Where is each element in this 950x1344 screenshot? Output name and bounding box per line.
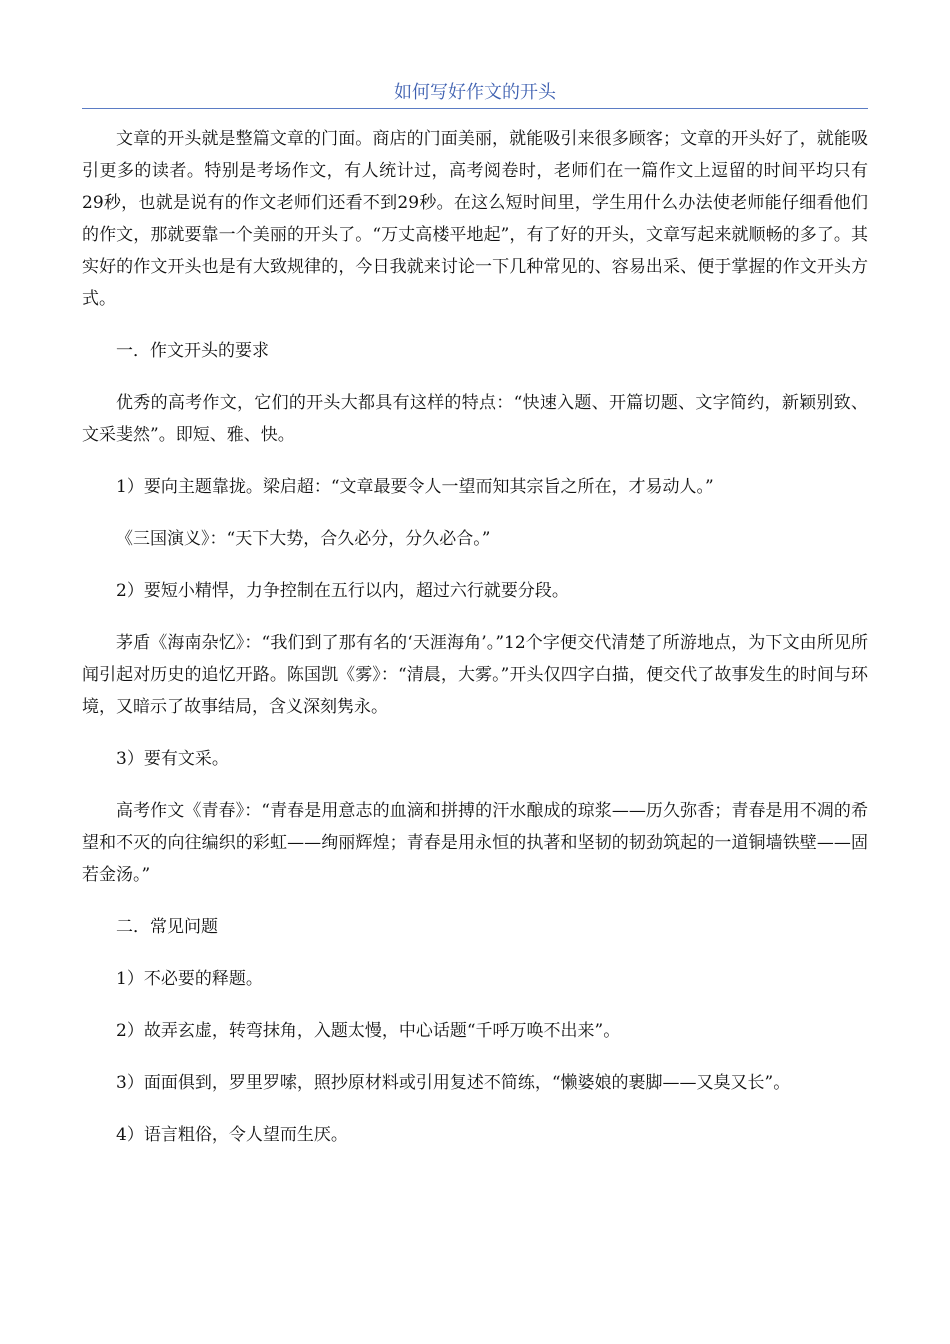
list-item: 4）语言粗俗，令人望而生厌。 bbox=[116, 1125, 348, 1145]
quote-paragraph: 高考作文《青春》：“青春是用意志的血滴和拼搏的汗水酿成的琼浆——历久弥香；青春是用不凋的希望和不灭的向往编织的彩虹——绚丽辉煌；青春是用永恒的执著和坚韧的韧劲筑起的一道铜墙铁壁——固若金汤。” bbox=[82, 801, 868, 885]
paragraph: 茅盾《海南杂忆》：“我们到了那有名的‘天涯海角’。”12个字便交代清楚了所游地点，为下文由所见所闻引起对历史的追忆开路。陈国凯《雾》：“清晨，大雾。”开头仅四字白描，便交代了故事发生的时间与环境，又暗示了故事结局，含义深刻隽永。 bbox=[82, 633, 868, 717]
header-divider bbox=[82, 108, 868, 109]
intro-paragraph: 文章的开头就是整篇文章的门面。商店的门面美丽，就能吸引来很多顾客；文章的开头好了，就能吸引更多的读者。特别是考场作文，有人统计过，高考阅卷时，老师们在一篇作文上逗留的时间平均只有29秒，也就是说有的作文老师们还看不到29秒。在这么短时间里，学生用什么办法使老师能仔细看他们的作文，那就要靠一个美丽的开头了。“万丈高楼平地起”，有了好的开头，文章写起来就顺畅的多了。其实好的作文开头也是有大致规律的，今日我就来讨论一下几种常见的、容易出采、便于掌握的作文开头方式。 bbox=[82, 129, 868, 309]
paragraph: 优秀的高考作文，它们的开头大都具有这样的特点：“快速入题、开篇切题、文字简约，新颖别致、文采斐然”。即短、雅、快。 bbox=[82, 393, 868, 445]
list-item: 3）面面俱到，罗里罗嗦，照抄原材料或引用复述不简练，“懒婆娘的裹脚——又臭又长”。 bbox=[116, 1073, 791, 1093]
section-heading-problems: 二．常见问题 bbox=[116, 917, 218, 937]
quote-paragraph: 《三国演义》：“天下大势，合久必分，分久必合。” bbox=[116, 529, 491, 549]
document-body bbox=[82, 123, 868, 1171]
list-item: 2）要短小精悍，力争控制在五行以内，超过六行就要分段。 bbox=[116, 581, 569, 601]
section-heading-requirements: 一．作文开头的要求 bbox=[116, 341, 269, 361]
list-item: 1）不必要的释题。 bbox=[116, 969, 263, 989]
list-item: 1）要向主题靠拢。梁启超：“文章最要令人一望而知其宗旨之所在，才易动人。” bbox=[116, 477, 714, 497]
list-item: 2）故弄玄虚，转弯抹角，入题太慢，中心话题“千呼万唤不出来”。 bbox=[116, 1021, 621, 1041]
list-item: 3）要有文采。 bbox=[116, 749, 229, 769]
page-header-title: 如何写好作文的开头 bbox=[394, 82, 556, 103]
